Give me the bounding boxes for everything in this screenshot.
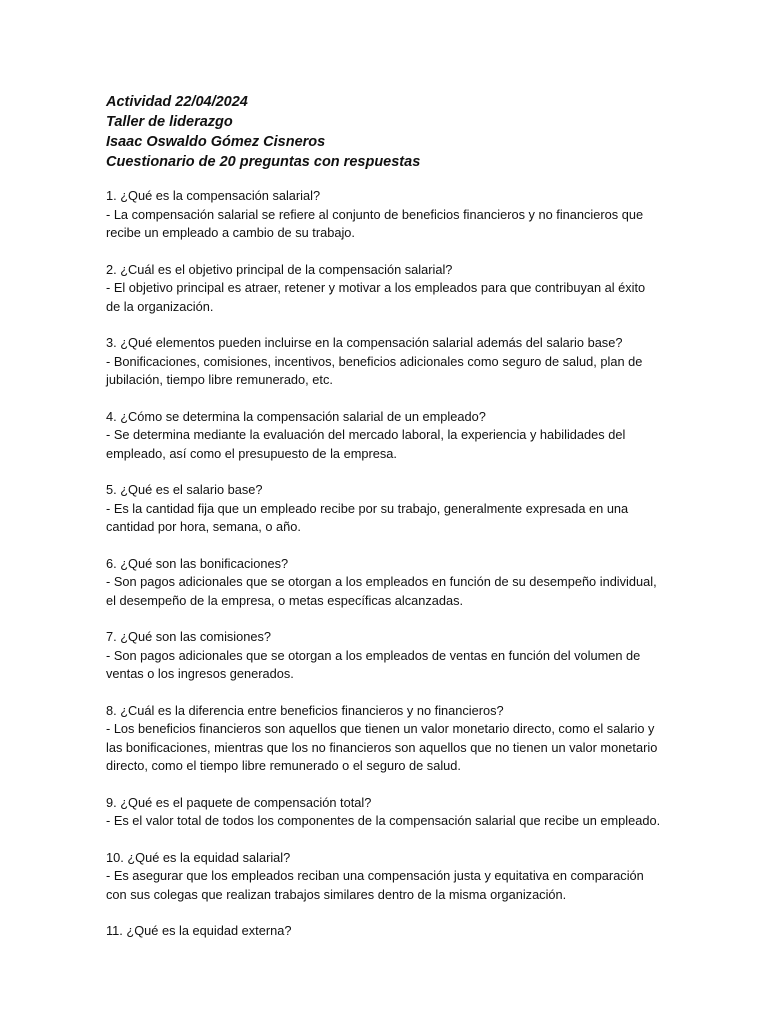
answer-text: - Es asegurar que los empleados reciban una compensación justa y equitativa en comparación con sus colegas que realizan trabajos similares dentro de la misma organización. [106,868,644,902]
answer-text: - Es el valor total de todos los componentes de la compensación salarial que recibe un empleado. [106,813,661,828]
question-item [106,702,662,776]
question-text: 5. ¿Qué es el salario base? [106,482,263,497]
answer-text: - Bonificaciones, comisiones, incentivos, beneficios adicionales como seguro de salud, plan de jubilación, tiempo libre remunerado, etc. [106,353,643,387]
question-text: 8. ¿Cuál es la diferencia entre beneficios financieros y no financieros? [106,702,504,718]
answer-text: - Son pagos adicionales que se otorgan a los empleados de ventas en función del volumen de ventas o los ingresos generados. [106,647,641,681]
question-text: 1. ¿Qué es la compensación salarial? [106,188,321,203]
document-page [106,92,662,959]
question-item [106,555,662,611]
question-item [106,922,662,941]
question-item [106,408,662,464]
answer-text: - El objetivo principal es atraer, retener y motivar a los empleados para que contribuyan al éxito de la organización. [106,280,646,314]
answer-text: - Es la cantidad fija que un empleado recibe por su trabajo, generalmente expresada en una cantidad por hora, semana, o año. [106,500,629,534]
question-item [106,849,662,905]
question-text: 3. ¿Qué elementos pueden incluirse en la compensación salarial además del salario base? [106,335,623,350]
question-item [106,628,662,684]
question-item [106,481,662,537]
answer-text: - Son pagos adicionales que se otorgan a los empleados en función de su desempeño individual, el desempeño de la empresa, o metas específicas alcanzadas. [106,574,657,608]
question-text: 9. ¿Qué es el paquete de compensación total? [106,794,372,810]
question-item [106,794,662,831]
document-subtitle: Cuestionario de 20 preguntas con respuestas [106,154,421,170]
workshop-title: Taller de liderazgo [106,114,233,130]
question-text: 2. ¿Cuál es el objetivo principal de la compensación salarial? [106,261,453,277]
answer-text: - Se determina mediante la evaluación del mercado laboral, la experiencia y habilidades del empleado, así como el presupuesto de la empresa. [106,427,626,461]
question-text: 4. ¿Cómo se determina la compensación salarial de un empleado? [106,408,486,424]
question-item [106,187,662,243]
question-text: 11. ¿Qué es la equidad externa? [106,923,292,938]
author-name: Isaac Oswaldo Gómez Cisneros [106,134,326,150]
question-text: 6. ¿Qué son las bonificaciones? [106,555,289,571]
question-text: 10. ¿Qué es la equidad salarial? [106,849,291,865]
question-list [106,187,662,941]
answer-text: - Los beneficios financieros son aquellos que tienen un valor monetario directo, como el salario y las bonificaciones, mientras que los no financieros son aquellos que no tienen un valor monetario directo, como el tiempo libre remunerado o el seguro de salud. [106,721,658,773]
activity-date: Actividad 22/04/2024 [106,94,248,110]
question-item [106,261,662,317]
document-header [106,92,662,172]
question-text: 7. ¿Qué son las comisiones? [106,629,272,644]
question-item [106,334,662,390]
answer-text: - La compensación salarial se refiere al conjunto de beneficios financieros y no financieros que recibe un empleado a cambio de su trabajo. [106,206,644,240]
